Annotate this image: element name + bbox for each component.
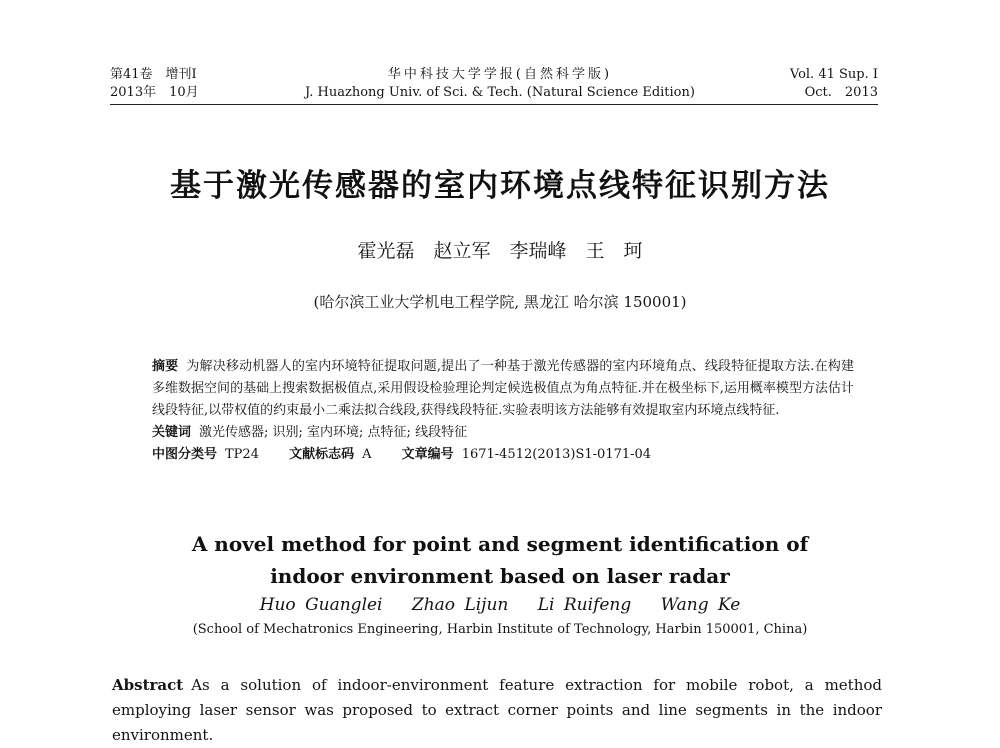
abstract-en-text: As a solution of indoor-environment feature extraction for mobile robot, a method employing laser sensor was proposed to extract corner points and line segments in the indoor environment. xyxy=(112,676,882,744)
keywords-cn-text: 激光传感器; 识别; 室内环境; 点特征; 线段特征 xyxy=(199,425,468,440)
affiliation-cn: (哈尔滨工业大学机电工程学院, 黑龙江 哈尔滨 150001) xyxy=(313,293,687,311)
abstract-cn xyxy=(152,356,854,422)
keywords-cn xyxy=(152,422,854,444)
author-en: Li Ruifeng xyxy=(537,595,632,615)
author-en: Huo Guanglei xyxy=(259,595,383,615)
volume-issue-en: Vol. 41 Sup. Ⅰ xyxy=(789,67,878,82)
clc-value: TP24 xyxy=(225,447,259,462)
author-en: Zhao Lijun xyxy=(411,595,509,615)
paper-title-en xyxy=(0,528,1000,592)
header-rule xyxy=(110,104,878,105)
abstract-cn-block xyxy=(152,356,854,466)
journal-name-en: J. Huazhong Univ. of Sci. & Tech. (Natural Science Edition) xyxy=(305,85,695,100)
affiliation-en: (School of Mechatronics Engineering, Harbin Institute of Technology, Harbin 150001, China) xyxy=(192,622,808,637)
paper-title-en-line1: A novel method for point and segment identification of xyxy=(191,532,809,556)
article-no-label: 文章编号 xyxy=(401,447,454,462)
journal-name-cn: 华中科技大学学报(自然科学版) xyxy=(387,67,613,82)
abstract-en xyxy=(112,673,882,748)
volume-issue: 第41卷 增刊Ⅰ xyxy=(110,67,197,82)
author-en: Wang Ke xyxy=(660,595,741,615)
journal-header-right xyxy=(790,66,878,102)
abstract-cn-text: 为解决移动机器人的室内环境特征提取问题,提出了一种基于激光传感器的室内环境角点、线段特征提取方法.在构建多维数据空间的基础上搜索数据极值点,采用假设检验理论判定候选极值点为角点特征.并在极坐标下,运用概率模型方法估计线段特征,以带权值的约束最小二乘法拟合线段,获得线段特征.实验表明该方法能够有效提取室内环境点线特征. xyxy=(152,359,854,418)
authors-cn: 霍光磊 赵立军 李瑞峰 王 珂 xyxy=(357,240,643,262)
doc-code-label: 文献标志码 xyxy=(289,447,355,462)
clc-label: 中图分类号 xyxy=(152,447,218,462)
abstract-cn-label: 摘要 xyxy=(152,359,179,374)
keywords-cn-label: 关键词 xyxy=(152,425,192,440)
abstract-en-label: Abstract xyxy=(112,676,184,694)
classification-line xyxy=(152,444,854,466)
doc-code-value: A xyxy=(362,447,372,462)
publication-date-en: Oct. 2013 xyxy=(804,85,878,100)
article-no-value: 1671-4512(2013)S1-0171-04 xyxy=(461,447,652,462)
publication-date-cn: 2013年 10月 xyxy=(110,85,199,100)
authors-en xyxy=(0,595,1000,615)
paper-title-en-line2: indoor environment based on laser radar xyxy=(270,564,730,588)
paper-title-cn: 基于激光传感器的室内环境点线特征识别方法 xyxy=(170,168,830,204)
